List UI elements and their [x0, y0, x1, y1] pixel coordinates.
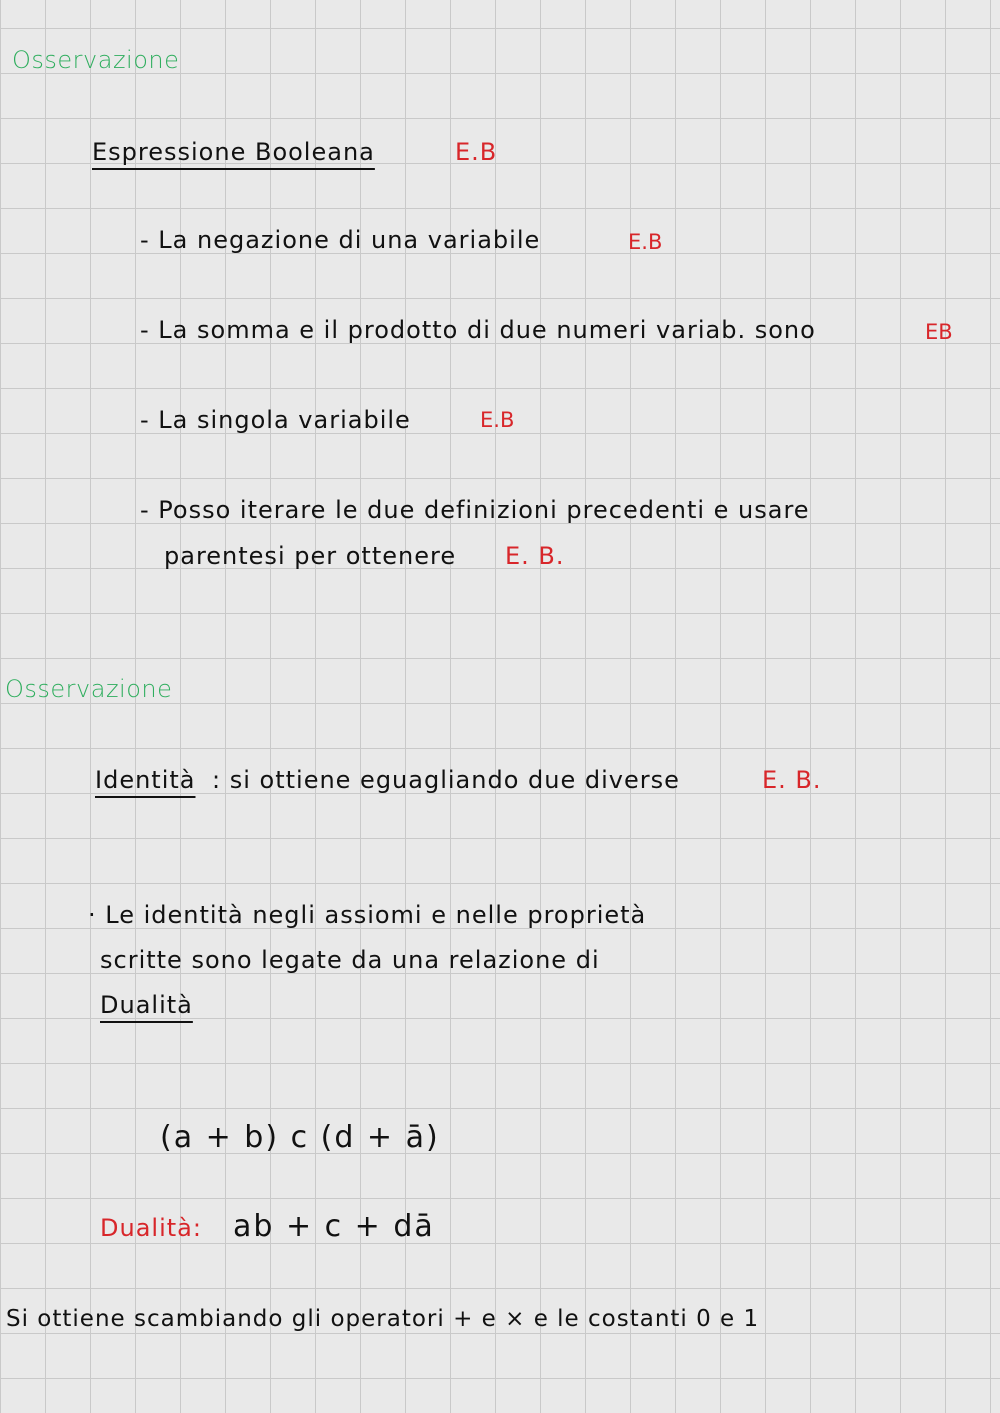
item-4-text-continued: parentesi per ottenere [164, 542, 457, 570]
boolean-expression-example: (a + b) c (d + ā) [160, 1120, 440, 1155]
duality-label: Dualità: [100, 1214, 202, 1242]
bullet-line-3-duality: Dualità [100, 991, 193, 1019]
section1-heading: Osservazione [12, 46, 180, 74]
item-1-tag: E.B [628, 230, 663, 254]
item-2: - La somma e il prodotto di due numeri variab. sono [140, 316, 816, 344]
bullet-line-1-text: Le identità negli assiomi e nelle proprietà [105, 901, 647, 929]
boolean-expression-title: Espressione Booleana [92, 138, 375, 166]
identity-label: Identità [95, 766, 196, 794]
item-2-tag: EB [925, 320, 953, 344]
bullet-line-2: scritte sono legate da una relazione di [100, 946, 600, 974]
boolean-expression-tag: E.B [455, 138, 498, 166]
item-4: - Posso iterare le due definizioni precedenti e usare [140, 496, 810, 524]
item-3-text: La singola variabile [158, 406, 411, 434]
section2-heading: Osservazione [5, 675, 173, 703]
duality-expression: ab + c + dā [233, 1209, 435, 1244]
bullet-line-1: · Le identità negli assiomi e nelle proprietà [88, 901, 647, 929]
item-2-text: La somma e il prodotto di due numeri variab. sono [158, 316, 816, 344]
item-1: - La negazione di una variabile [140, 226, 541, 254]
item-4-text: Posso iterare le due definizioni precedenti e usare [158, 496, 810, 524]
item-4-tag: E. B. [505, 542, 565, 570]
footer-note: Si ottiene scambiando gli operatori + e × e le costanti 0 e 1 [6, 1306, 760, 1332]
identity-text: : si ottiene eguagliando due diverse [212, 766, 680, 794]
item-1-text: La negazione di una variabile [158, 226, 541, 254]
item-3-tag: E.B [480, 408, 515, 432]
identity-tag: E. B. [762, 766, 822, 794]
item-3: - La singola variabile [140, 406, 411, 434]
